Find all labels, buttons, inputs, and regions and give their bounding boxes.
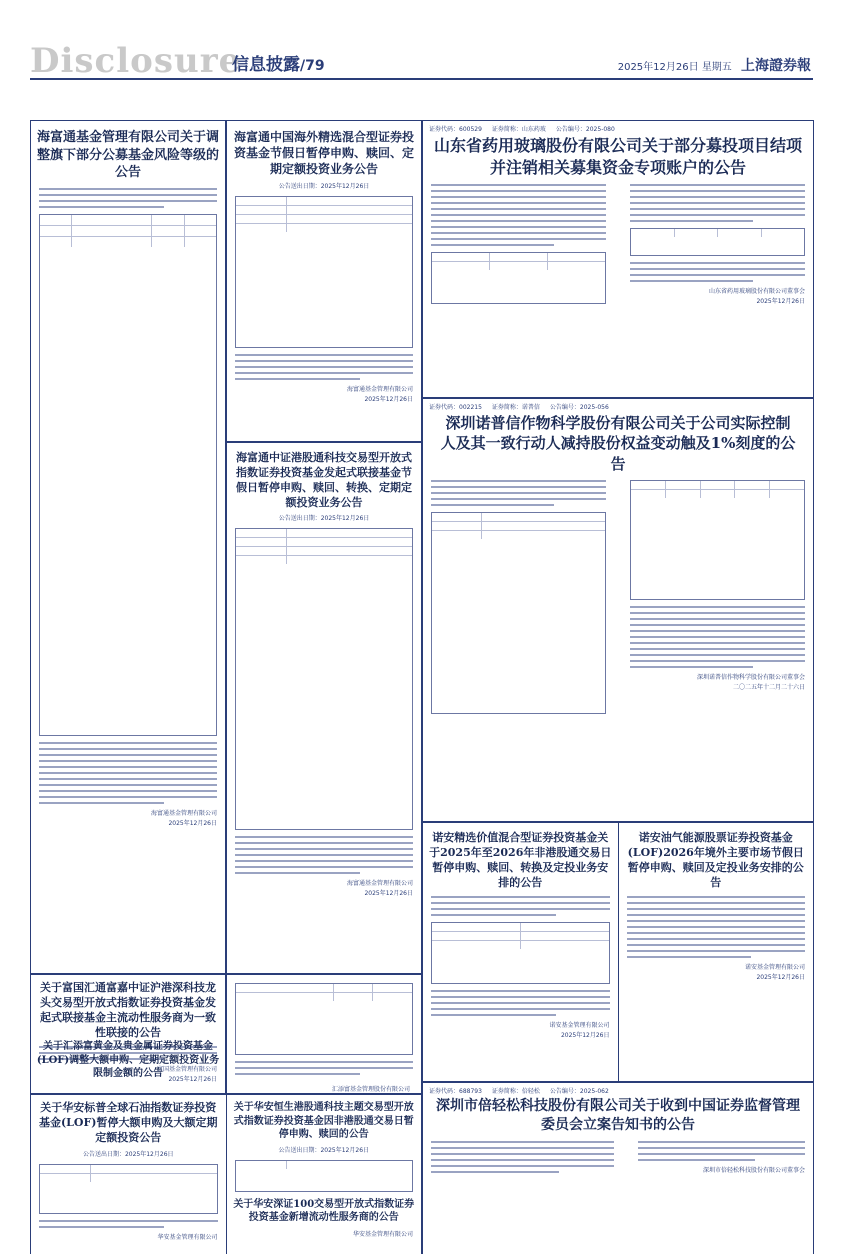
article-beiqingsong <box>422 1082 814 1254</box>
signer: 海富通基金管理有限公司 <box>150 809 217 817</box>
sign-date: 2025年12月26日 <box>364 395 413 403</box>
article-title: 关于汇添富黄金及贵金属证券投资基金(LOF)调整大额申购、定期定额投资业务限制金额的公告 <box>36 1041 220 1079</box>
sign-date: 2025年12月26日 <box>168 1076 217 1084</box>
sign-date: 2025年12月26日 <box>168 819 217 827</box>
article-haifutong-risk <box>30 120 226 974</box>
signer: 诺安基金管理有限公司 <box>549 1022 610 1030</box>
page-number: /79 <box>300 58 325 74</box>
section-title: 信息披露 <box>232 55 300 75</box>
article-title: 海富通中国海外精选混合型证券投资基金节假日暂停申购、赎回、定期定额投资业务公告 <box>233 130 414 177</box>
signer: 海富通基金管理有限公司 <box>346 880 413 888</box>
signer: 深圳诺普信作物科学股份有限公司董事会 <box>696 673 805 681</box>
newspaper-name: 上海證券報 <box>741 58 811 74</box>
signer: 诺安基金管理有限公司 <box>744 964 805 972</box>
signer: 海富通基金管理有限公司 <box>346 385 413 393</box>
article-date-line: 公告送出日期：2025年12月26日 <box>82 1150 174 1158</box>
masthead-section <box>232 50 325 75</box>
article-title: 关于华安恒生港股通科技主题交易型开放式指数证券投资基金因非港股通交易日暂停申购、赎回的公告 <box>233 1102 414 1140</box>
article-date-line: 公告送出日期：2025年12月26日 <box>278 515 370 523</box>
signer: 汇添富基金管理股份有限公司 <box>331 1086 410 1093</box>
article-date-line: 公告送出日期：2025年12月26日 <box>278 1146 370 1154</box>
sign-date: 2025年12月26日 <box>560 1032 610 1040</box>
masthead-brand: Disclosure <box>30 41 242 81</box>
article-nuopuxin <box>422 398 814 822</box>
article-haifutong-feeder <box>226 442 422 974</box>
masthead-rule <box>30 78 813 80</box>
sign-date: 二〇二五年十二月二十六日 <box>732 683 805 691</box>
article-title: 海富通基金管理有限公司关于调整旗下部分公募基金风险等级的公告 <box>36 130 219 181</box>
stock-codes: 证券代码：688793 证券简称：倍轻松 公告编号：2025-062 <box>429 1088 609 1095</box>
article-date-line: 公告送出日期：2025年12月26日 <box>278 182 370 190</box>
article-title: 关于富国汇通富嘉中证沪港深科技龙头交易型开放式指数证券投资基金发起式联接基金主流动性服务商为一致性联接的公告 <box>40 981 216 1039</box>
article-title: 关于华安标普全球石油指数证券投资基金(LOF)暂停大额申购及大额定期定额投资公告 <box>38 1101 218 1144</box>
article-nuoan-row <box>422 822 814 1082</box>
stock-codes: 证券代码：600529 证券简称：山东药玻 公告编号：2025-080 <box>429 126 615 133</box>
stock-codes: 证券代码：002215 证券简称：诺普信 公告编号：2025-056 <box>429 404 609 411</box>
sign-date: 2025年12月26日 <box>364 890 413 898</box>
article-title: 诺安精选价值混合型证券投资基金关于2025年至2026年非港股通交易日暂停申购、赎回、转换及定投业务安排的公告 <box>429 831 612 889</box>
huitianfu-signer-holder <box>232 1080 418 1093</box>
signer: 深圳市倍轻松科技股份有限公司董事会 <box>702 1166 805 1174</box>
article-shandong-yaobo <box>422 120 814 398</box>
masthead <box>0 0 843 81</box>
article-title: 海富通中证港股通科技交易型开放式指数证券投资基金发起式联接基金节假日暂停申购、赎回、转换、定期定额投资业务公告 <box>236 451 412 509</box>
sign-date: 2025年12月26日 <box>756 974 805 982</box>
signer: 华安基金管理有限公司 <box>352 1230 413 1238</box>
huitianfu-title-holder <box>30 1040 226 1084</box>
signer: 富国基金管理有限公司 <box>156 1066 217 1074</box>
issue-weekday: 星期五 <box>701 62 732 73</box>
article-haifutong-overseas <box>226 120 422 442</box>
sign-date: 2025年12月26日 <box>756 298 805 306</box>
article-title: 诺安油气能源股票证券投资基金(LOF)2026年境外主要市场节假日暂停申购、赎回及定投业务安排的公告 <box>627 831 804 889</box>
article-huaan-row <box>30 1094 422 1254</box>
article-title: 深圳诺普信作物科学股份有限公司关于公司实际控制人及其一致行动人减持股份权益变动触及1%刻度的公告 <box>440 414 796 473</box>
signer: 华安基金管理有限公司 <box>157 1233 218 1241</box>
article-title: 深圳市倍轻松科技股份有限公司关于收到中国证券监督管理委员会立案告知书的公告 <box>436 1098 800 1133</box>
issue-date: 2025年12月26日 <box>617 62 699 73</box>
masthead-right <box>618 55 811 75</box>
signer: 山东省药用玻璃股份有限公司董事会 <box>708 288 805 296</box>
article-title: 山东省药用玻璃股份有限公司关于部分募投项目结项并注销相关募集资金专项账户的公告 <box>433 136 802 177</box>
article-title: 关于华安深证100交易型开放式指数证券投资基金新增流动性服务商的公告 <box>233 1198 415 1223</box>
article-huitianfu-gold-table <box>226 974 422 1094</box>
